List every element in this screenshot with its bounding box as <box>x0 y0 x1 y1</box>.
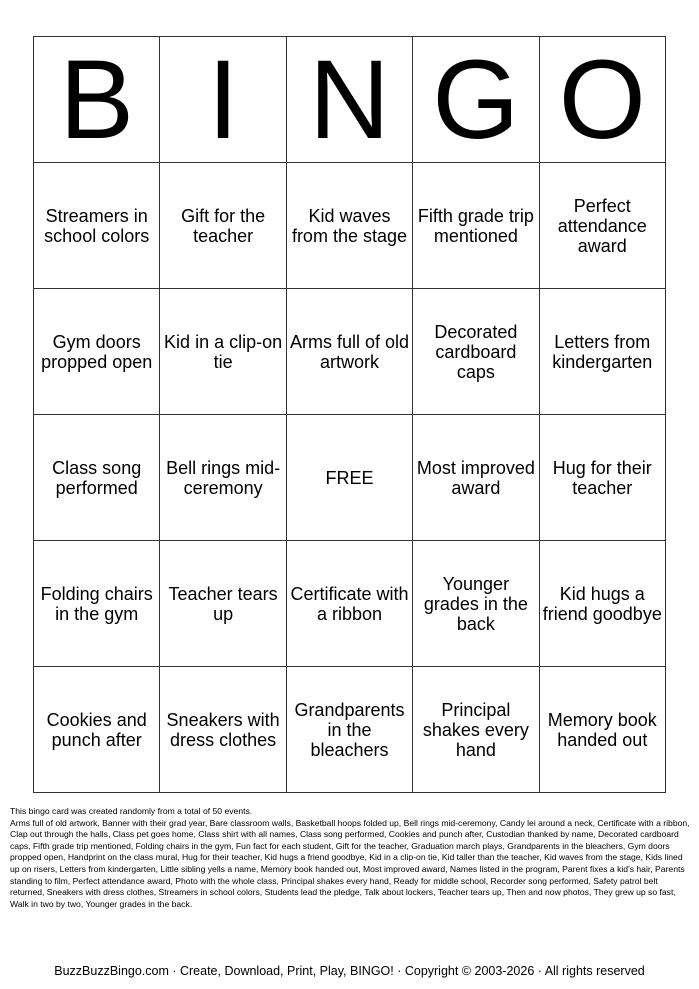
bingo-card <box>33 36 666 793</box>
event-intro: This bingo card was created randomly from a total of 50 events. <box>10 806 253 816</box>
bingo-cell: Letters from kindergarten <box>539 289 665 415</box>
bingo-cell: Memory book handed out <box>539 667 665 793</box>
bingo-cell: Kid hugs a friend goodbye <box>539 541 665 667</box>
card-row-2 <box>34 289 666 415</box>
bingo-cell: Gift for the teacher <box>160 163 286 289</box>
footer-credit: BuzzBuzzBingo.com · Create, Download, Print, Play, BINGO! · Copyright © 2003-2026 · All rights reserved <box>54 964 645 978</box>
bingo-cell: Sneakers with dress clothes <box>160 667 286 793</box>
bingo-cell: Perfect attendance award <box>539 163 665 289</box>
header-letter-o: O <box>539 37 665 163</box>
bingo-cell: Kid waves from the stage <box>286 163 412 289</box>
header-letter-n: N <box>286 37 412 163</box>
card-row-5 <box>34 667 666 793</box>
bingo-cell: Younger grades in the back <box>413 541 539 667</box>
bingo-cell: Principal shakes every hand <box>413 667 539 793</box>
bingo-cell: Class song performed <box>34 415 160 541</box>
bingo-cell: Fifth grade trip mentioned <box>413 163 539 289</box>
event-list <box>10 806 690 910</box>
card-row-1 <box>34 163 666 289</box>
bingo-cell: Arms full of old artwork <box>286 289 412 415</box>
bingo-cell: Kid in a clip-on tie <box>160 289 286 415</box>
bingo-cell: Certificate with a ribbon <box>286 541 412 667</box>
bingo-cell: Decorated cardboard caps <box>413 289 539 415</box>
bingo-cell: Most improved award <box>413 415 539 541</box>
bingo-cell: Grandparents in the bleachers <box>286 667 412 793</box>
header-letter-i: I <box>160 37 286 163</box>
bingo-cell: Bell rings mid-ceremony <box>160 415 286 541</box>
card-row-3 <box>34 415 666 541</box>
free-space: FREE <box>286 415 412 541</box>
bingo-cell: Streamers in school colors <box>34 163 160 289</box>
header-letter-b: B <box>34 37 160 163</box>
event-names: Arms full of old artwork, Banner with their grad year, Bare classroom walls, Basketball hoops folded up, Bell rings mid-ceremony, Candy lei around a neck, Certificate with a ribbon, Clap out through the halls, Class pet goes home, Class shirt with all names, Class song performed, Cookies and punch after, Custodian thanked by name, Decorated cardboard caps, Fifth grade trip mentioned, Folding chairs in the gym, Fun fact for each student, Gift for the teacher, Graduation march plays, Grandparents in the bleachers, Gym doors propped open, Handprint on the class mural, Hug for their teacher, Kid hugs a friend goodbye, Kid in a clip-on tie, Kid taller than the teacher, Kid waves from the stage, Kids lined up on risers, Letters from kindergarten, Little sibling yells a name, Memory book handed out, Most improved award, Names listed in the program, Parent fixes a kid's hair, Parents standing to film, Perfect attendance award, Photo with the whole class, Principal shakes every hand, Ready for middle school, Recorder song performed, Safety patrol belt returned, Sneakers with dress clothes, Streamers in school colors, Students lead the pledge, Talk about lockers, Teacher tears up, Then and now photos, They grew up so fast, Walk in two by two, Younger grades in the back. <box>10 817 690 909</box>
card-row-4 <box>34 541 666 667</box>
header-row <box>34 37 666 163</box>
bingo-cell: Folding chairs in the gym <box>34 541 160 667</box>
bingo-cell: Gym doors propped open <box>34 289 160 415</box>
header-letter-g: G <box>413 37 539 163</box>
bingo-cell: Cookies and punch after <box>34 667 160 793</box>
bingo-cell: Teacher tears up <box>160 541 286 667</box>
bingo-cell: Hug for their teacher <box>539 415 665 541</box>
